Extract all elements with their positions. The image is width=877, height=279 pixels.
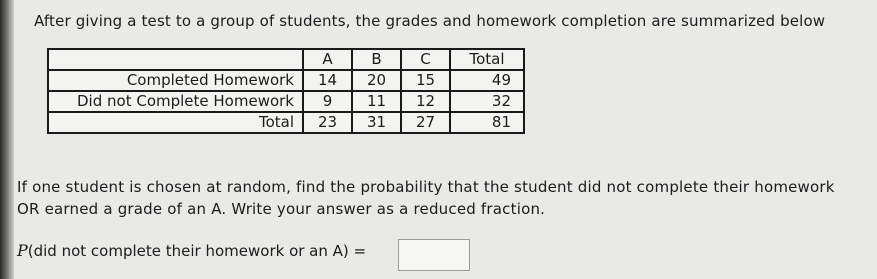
header-grade-c: C: [401, 49, 450, 70]
question-line-2: OR earned a grade of an A. Write your answer as a reduced fraction.: [17, 200, 546, 218]
probability-symbol: P: [17, 241, 28, 260]
row-label: Did not Complete Homework: [48, 91, 303, 112]
cell-b: 20: [352, 70, 401, 91]
cell-b: 31: [352, 112, 401, 133]
header-grade-a: A: [303, 49, 352, 70]
question-intro: After giving a test to a group of students, the grades and homework completion are summarized below: [34, 12, 826, 30]
cell-c: 12: [401, 91, 450, 112]
left-edge-shadow: [0, 0, 14, 279]
header-grade-b: B: [352, 49, 401, 70]
cell-a: 14: [303, 70, 352, 91]
answer-prompt-text: (did not complete their homework or an A) =: [27, 241, 367, 260]
cell-total: 49: [450, 70, 524, 91]
table-row: [48, 112, 524, 133]
cell-a: 9: [303, 91, 352, 112]
answer-prompt: [17, 241, 366, 260]
table-header-row: [48, 49, 524, 70]
cell-c: 27: [401, 112, 450, 133]
row-label: Total: [48, 112, 303, 133]
cell-a: 23: [303, 112, 352, 133]
row-label: Completed Homework: [48, 70, 303, 91]
grades-table: [47, 48, 525, 134]
table-row: [48, 91, 524, 112]
cell-c: 15: [401, 70, 450, 91]
table-row: [48, 70, 524, 91]
header-corner-cell: [48, 49, 303, 70]
answer-input[interactable]: [398, 239, 470, 271]
question-line-1: If one student is chosen at random, find the probability that the student did not complete their homework: [17, 178, 835, 196]
cell-total: 32: [450, 91, 524, 112]
cell-b: 11: [352, 91, 401, 112]
cell-total: 81: [450, 112, 524, 133]
question-text: [17, 176, 872, 220]
header-total: Total: [450, 49, 524, 70]
